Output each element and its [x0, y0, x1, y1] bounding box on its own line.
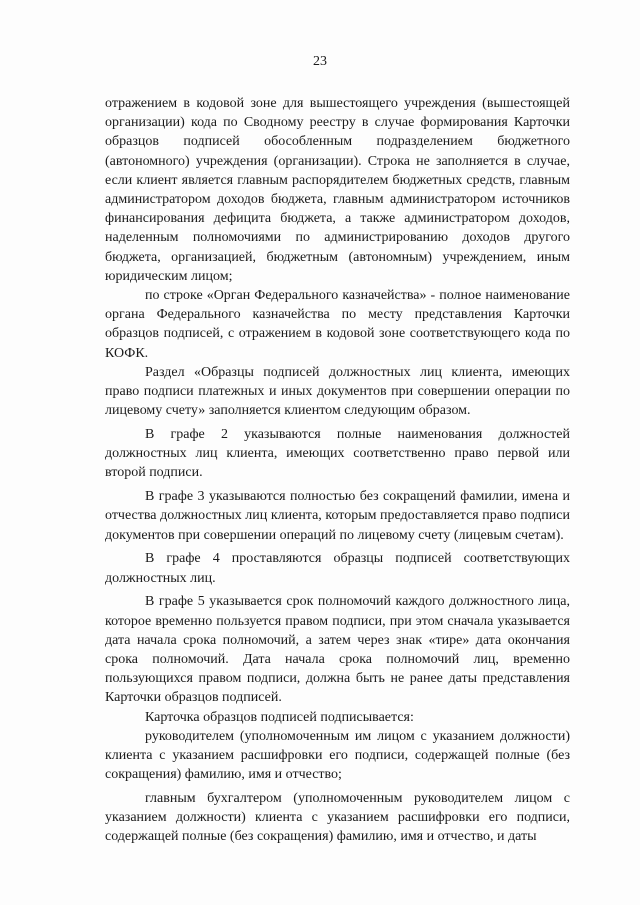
paragraph-section-signatures: Раздел «Образцы подписей должностных лиц клиента, имеющих право подписи платежных и иных документов при совершении операции по лицевому счету» заполняется клиентом следующим образом. — [105, 364, 570, 419]
paragraph-column-5: В графе 5 указывается срок полномочий каждого должностного лица, которое временно пользуется правом подписи, при этом сначала указывается дата начала срока полномочий, а затем через знак «тире» дата окончания срока полномочий. Дата начала срока полномочий лиц, временно пользующихся правом подписи, должна быть не ранее даты представления Карточки образцов подписей. — [105, 594, 570, 706]
paragraph-column-2: В графе 2 указываются полные наименования должностей должностных лиц клиента, имеющих соответственно право первой или второй подписи. — [105, 427, 570, 481]
paragraph-column-3: В графе 3 указываются полностью без сокращений фамилии, имена и отчества должностных лиц клиента, которым предоставляется право подписи документов при совершении операций по лицевому счету (лицевым счетам). — [105, 489, 570, 543]
paragraph-chief-accountant: главным бухгалтером (уполномоченным руководителем лицом с указанием должности) клиента с указанием расшифровки его подписи, содержащей полные (без сокращения) фамилию, имя и отчество, и даты — [105, 791, 570, 845]
paragraph-continuation: отражением в кодовой зоне для вышестоящего учреждения (вышестоящей организации) кода по Сводному реестру в случае формирования Карточки образцов подписей обособленным подразделением бюджетного (автономного) учреждения (организации). Строка не заполняется в случае, если клиент является главным распорядителем бюджетных средств, главным администратором доходов бюджета, главным администратором источников финансирования дефицита бюджета, а также администратором доходов, наделенным полномочиями по администрированию доходов другого бюджета, организацией, бюджетным (автономным) учреждением, иным юридическим лицом; — [105, 96, 570, 284]
paragraph-signed-by: Карточка образцов подписей подписывается: — [145, 709, 414, 725]
page-number: 23 — [313, 54, 327, 69]
paragraph-head-signer: руководителем (уполномоченным им лицом с указанием должности) клиента с указанием расшифровки его подписи, содержащей полные (без сокращения) фамилию, имя и отчество; — [105, 728, 570, 783]
paragraph-column-4: В графе 4 проставляются образцы подписей соответствующих должностных лиц. — [105, 551, 570, 586]
body-text — [105, 94, 570, 847]
paragraph-organ-line: по строке «Орган Федерального казначейства» - полное наименование органа Федерального казначейства по месту представления Карточки образцов подписей, с отражением в кодовой зоне соответствующего кода по КОФК. — [105, 288, 570, 361]
